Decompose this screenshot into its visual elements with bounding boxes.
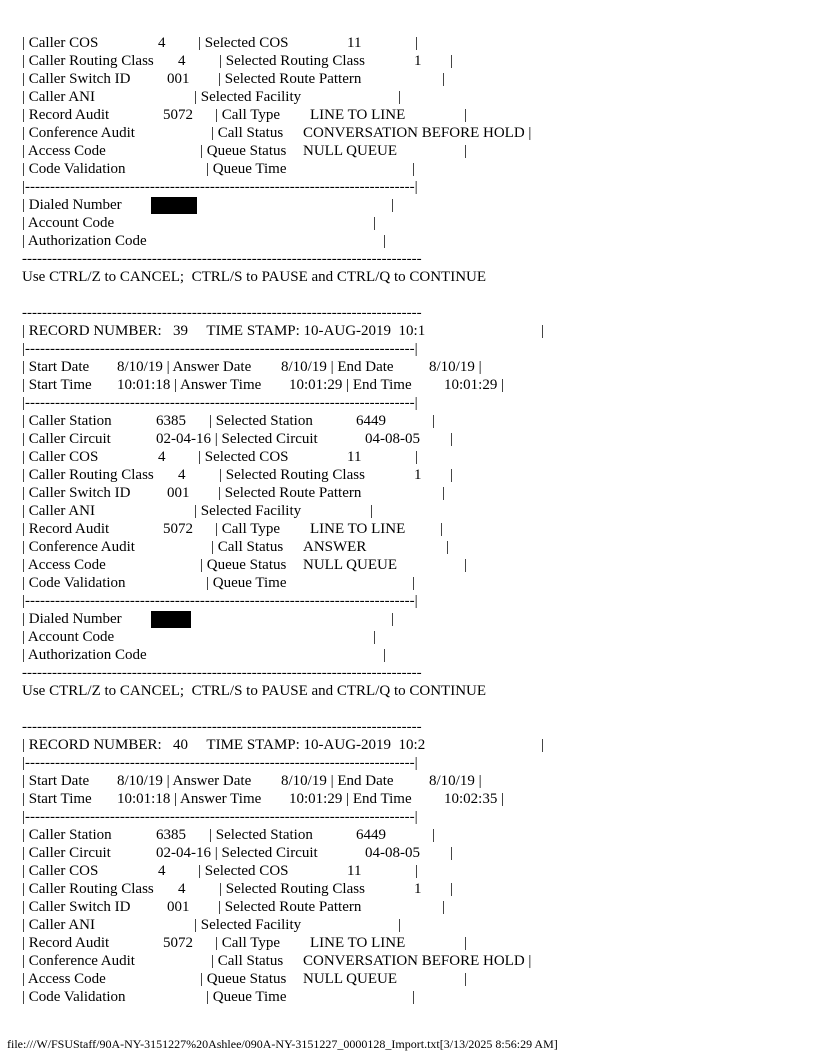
text-segment: 4 (178, 467, 186, 483)
blank-line (22, 700, 802, 718)
text-segment: | Caller COS (22, 449, 99, 465)
text-line (22, 898, 802, 916)
text-line (22, 592, 802, 610)
text-segment: |------------------------------------------------------------------------------| (22, 179, 418, 195)
text-segment: | Queue Time (206, 161, 287, 177)
text-line (22, 160, 802, 178)
text-segment: | Selected Routing Class (219, 881, 365, 897)
text-line (22, 844, 802, 862)
text-segment: | Caller COS (22, 863, 99, 879)
text-segment: | RECORD NUMBER: 39 TIME STAMP: 10-AUG-2019 10:1 (22, 323, 426, 339)
text-segment: 02-04-16 | Selected Circuit (156, 845, 318, 861)
text-line (22, 610, 802, 628)
text-segment: | Start Date (22, 773, 90, 789)
text-segment: | (412, 161, 416, 177)
text-segment: LINE TO LINE (310, 107, 406, 123)
text-line (22, 952, 802, 970)
text-segment: 1 (414, 881, 422, 897)
text-segment: | Call Status (211, 125, 284, 141)
text-segment: | (415, 35, 419, 51)
text-segment: 8/10/19 | (429, 773, 482, 789)
text-segment: | (442, 71, 446, 87)
text-segment: 001 (167, 71, 190, 87)
text-segment: -------------------------------------------------------------------------------- (22, 251, 422, 267)
text-segment: | Caller COS (22, 35, 99, 51)
text-segment: | Conference Audit (22, 539, 135, 555)
text-segment: | (541, 737, 545, 753)
text-segment: | Selected Station (209, 413, 313, 429)
text-line (22, 250, 802, 268)
text-line (22, 232, 802, 250)
text-segment: | Caller ANI (22, 917, 95, 933)
text-segment: | Caller Circuit (22, 431, 111, 447)
text-segment: | Access Code (22, 971, 106, 987)
file-path-footer: file:///W/FSUStaff/90A-NY-3151227%20Ashlee/090A-NY-3151227_0000128_Import.txt[3/13/2025 8:56:29 AM] (7, 1037, 558, 1051)
text-segment: | Dialed Number (22, 197, 122, 213)
text-segment: CONVERSATION BEFORE HOLD | (303, 953, 532, 969)
text-segment: | (464, 107, 468, 123)
text-segment: | (442, 899, 446, 915)
text-segment: ANSWER (303, 539, 367, 555)
text-segment: | Call Status (211, 953, 284, 969)
text-segment: 4 (158, 449, 166, 465)
text-segment: 6385 (156, 413, 186, 429)
text-segment: NULL QUEUE (303, 557, 398, 573)
text-line (22, 754, 802, 772)
text-segment: 10:01:18 | Answer Time (117, 791, 262, 807)
text-segment: CONVERSATION BEFORE HOLD | (303, 125, 532, 141)
text-segment: | (446, 539, 450, 555)
text-segment: 1 (414, 467, 422, 483)
text-segment: | Call Type (215, 935, 281, 951)
text-segment: 10:01:29 | (444, 377, 505, 393)
text-line (22, 376, 802, 394)
text-segment: 4 (158, 35, 166, 51)
text-segment: | Queue Status (200, 971, 287, 987)
text-line (22, 34, 802, 52)
text-segment: | (450, 881, 454, 897)
text-segment: 8/10/19 | Answer Date (117, 773, 252, 789)
text-line (22, 430, 802, 448)
text-segment: | Record Audit (22, 935, 110, 951)
text-segment: | Queue Time (206, 989, 287, 1005)
text-segment: | (370, 503, 374, 519)
text-segment: | (415, 863, 419, 879)
text-segment: | Selected COS (198, 449, 289, 465)
text-segment: | (440, 521, 444, 537)
text-line (22, 484, 802, 502)
text-line (22, 196, 802, 214)
text-line (22, 142, 802, 160)
text-line (22, 916, 802, 934)
text-segment: | Caller Circuit (22, 845, 111, 861)
text-segment: | (464, 557, 468, 573)
text-segment: | RECORD NUMBER: 40 TIME STAMP: 10-AUG-2019 10:2 (22, 737, 426, 753)
text-line (22, 106, 802, 124)
text-segment: | (442, 485, 446, 501)
text-segment: 1 (414, 53, 422, 69)
text-segment: | Code Validation (22, 575, 126, 591)
text-segment: 4 (178, 881, 186, 897)
text-line (22, 358, 802, 376)
text-line (22, 340, 802, 358)
text-segment: 10:02:35 | (444, 791, 505, 807)
text-segment: | (450, 53, 454, 69)
text-segment: | (398, 89, 402, 105)
redaction-box (151, 197, 197, 214)
text-segment: 5072 (163, 107, 193, 123)
text-segment: | Selected Routing Class (219, 467, 365, 483)
text-segment: | Caller Switch ID (22, 71, 131, 87)
text-line (22, 970, 802, 988)
text-line (22, 682, 802, 700)
text-line (22, 772, 802, 790)
text-segment: | (450, 845, 454, 861)
text-segment: | Authorization Code (22, 647, 147, 663)
text-segment: | Account Code (22, 215, 115, 231)
text-line (22, 520, 802, 538)
text-segment: | Caller Routing Class (22, 53, 154, 69)
text-segment: | Selected Routing Class (219, 53, 365, 69)
text-segment: | (541, 323, 545, 339)
text-segment: | Conference Audit (22, 953, 135, 969)
text-segment: -------------------------------------------------------------------------------- (22, 665, 422, 681)
text-segment: 8/10/19 | (429, 359, 482, 375)
text-line (22, 214, 802, 232)
text-line (22, 178, 802, 196)
text-segment: | Queue Time (206, 575, 287, 591)
text-line (22, 664, 802, 682)
text-line (22, 988, 802, 1006)
text-segment: NULL QUEUE (303, 971, 398, 987)
text-line (22, 556, 802, 574)
text-segment: Use CTRL/Z to CANCEL; CTRL/S to PAUSE and CTRL/Q to CONTINUE (22, 683, 487, 699)
text-segment: 8/10/19 | Answer Date (117, 359, 252, 375)
text-segment: |------------------------------------------------------------------------------| (22, 593, 418, 609)
text-line (22, 628, 802, 646)
text-segment: | Caller ANI (22, 503, 95, 519)
text-line (22, 124, 802, 142)
text-segment: | Call Type (215, 521, 281, 537)
text-segment: | Authorization Code (22, 233, 147, 249)
text-line (22, 466, 802, 484)
text-segment: | Caller ANI (22, 89, 95, 105)
text-line (22, 52, 802, 70)
text-segment: | Start Date (22, 359, 90, 375)
text-segment: | (432, 413, 436, 429)
text-line (22, 394, 802, 412)
text-segment: 8/10/19 | End Date (281, 359, 394, 375)
text-segment: | Account Code (22, 629, 115, 645)
text-segment: 10:01:18 | Answer Time (117, 377, 262, 393)
text-segment: | Dialed Number (22, 611, 122, 627)
text-segment: 6385 (156, 827, 186, 843)
text-segment: | (391, 197, 395, 213)
document-body (22, 34, 802, 1006)
text-line (22, 862, 802, 880)
text-segment: | Record Audit (22, 107, 110, 123)
text-segment: | Selected Station (209, 827, 313, 843)
text-segment: | Code Validation (22, 161, 126, 177)
text-line (22, 538, 802, 556)
text-segment: | (450, 431, 454, 447)
text-segment: | (383, 647, 387, 663)
blank-line (22, 286, 802, 304)
text-segment: 04-08-05 (365, 845, 420, 861)
text-segment: 10:01:29 | End Time (289, 791, 412, 807)
text-segment: | Selected COS (198, 863, 289, 879)
text-segment: 02-04-16 | Selected Circuit (156, 431, 318, 447)
text-segment: | (464, 935, 468, 951)
text-segment: LINE TO LINE (310, 521, 406, 537)
text-segment: | Selected Facility (194, 89, 302, 105)
text-line (22, 718, 802, 736)
text-segment: | Caller Switch ID (22, 485, 131, 501)
text-line (22, 790, 802, 808)
text-segment: | Start Time (22, 377, 92, 393)
text-segment: | Record Audit (22, 521, 110, 537)
text-segment: 001 (167, 485, 190, 501)
text-line (22, 268, 802, 286)
text-segment: | Start Time (22, 791, 92, 807)
text-segment: 4 (158, 863, 166, 879)
text-segment: |------------------------------------------------------------------------------| (22, 341, 418, 357)
text-segment: | Caller Switch ID (22, 899, 131, 915)
text-line (22, 826, 802, 844)
text-line (22, 448, 802, 466)
text-line (22, 322, 802, 340)
text-segment: | (450, 467, 454, 483)
text-line (22, 646, 802, 664)
text-segment: | Selected Route Pattern (218, 899, 362, 915)
text-line (22, 808, 802, 826)
text-segment: | (373, 629, 377, 645)
text-segment: | Conference Audit (22, 125, 135, 141)
text-segment: |------------------------------------------------------------------------------| (22, 395, 418, 411)
text-segment: | (412, 575, 416, 591)
text-segment: | (373, 215, 377, 231)
text-segment: | (383, 233, 387, 249)
text-segment: | Queue Status (200, 143, 287, 159)
text-line (22, 88, 802, 106)
text-segment: | Caller Routing Class (22, 467, 154, 483)
text-segment: Use CTRL/Z to CANCEL; CTRL/S to PAUSE and CTRL/Q to CONTINUE (22, 269, 487, 285)
text-segment: | Queue Status (200, 557, 287, 573)
text-line (22, 736, 802, 754)
text-line (22, 502, 802, 520)
text-segment: 5072 (163, 521, 193, 537)
text-segment: | Selected Route Pattern (218, 485, 362, 501)
text-segment: 4 (178, 53, 186, 69)
text-line (22, 304, 802, 322)
text-segment: 001 (167, 899, 190, 915)
text-segment: 04-08-05 (365, 431, 420, 447)
text-segment: NULL QUEUE (303, 143, 398, 159)
text-segment: | Call Type (215, 107, 281, 123)
text-segment: | (391, 611, 395, 627)
text-segment: 11 (347, 449, 362, 465)
text-segment: LINE TO LINE (310, 935, 406, 951)
text-line (22, 934, 802, 952)
text-line (22, 574, 802, 592)
text-segment: | Selected COS (198, 35, 289, 51)
text-segment: |------------------------------------------------------------------------------| (22, 809, 418, 825)
text-segment: | Caller Station (22, 827, 112, 843)
text-segment: -------------------------------------------------------------------------------- (22, 305, 422, 321)
text-segment: -------------------------------------------------------------------------------- (22, 719, 422, 735)
text-line (22, 70, 802, 88)
text-segment: | (464, 143, 468, 159)
text-segment: 6449 (356, 827, 386, 843)
text-segment: | (432, 827, 436, 843)
text-line (22, 412, 802, 430)
text-segment: | Selected Route Pattern (218, 71, 362, 87)
text-segment: |------------------------------------------------------------------------------| (22, 755, 418, 771)
text-segment: | Selected Facility (194, 917, 302, 933)
text-segment: 11 (347, 35, 362, 51)
text-segment: | Caller Routing Class (22, 881, 154, 897)
text-segment: 8/10/19 | End Date (281, 773, 394, 789)
redaction-box (151, 611, 191, 628)
text-segment: | Access Code (22, 557, 106, 573)
text-segment: | (415, 449, 419, 465)
text-segment: | Caller Station (22, 413, 112, 429)
text-segment: | Access Code (22, 143, 106, 159)
text-segment: | (412, 989, 416, 1005)
text-segment: | Selected Facility (194, 503, 302, 519)
text-segment: | (464, 971, 468, 987)
text-segment: 11 (347, 863, 362, 879)
text-segment: | (398, 917, 402, 933)
text-segment: 5072 (163, 935, 193, 951)
text-segment: 10:01:29 | End Time (289, 377, 412, 393)
text-line (22, 880, 802, 898)
text-segment: | Call Status (211, 539, 284, 555)
text-segment: 6449 (356, 413, 386, 429)
text-segment: | Code Validation (22, 989, 126, 1005)
